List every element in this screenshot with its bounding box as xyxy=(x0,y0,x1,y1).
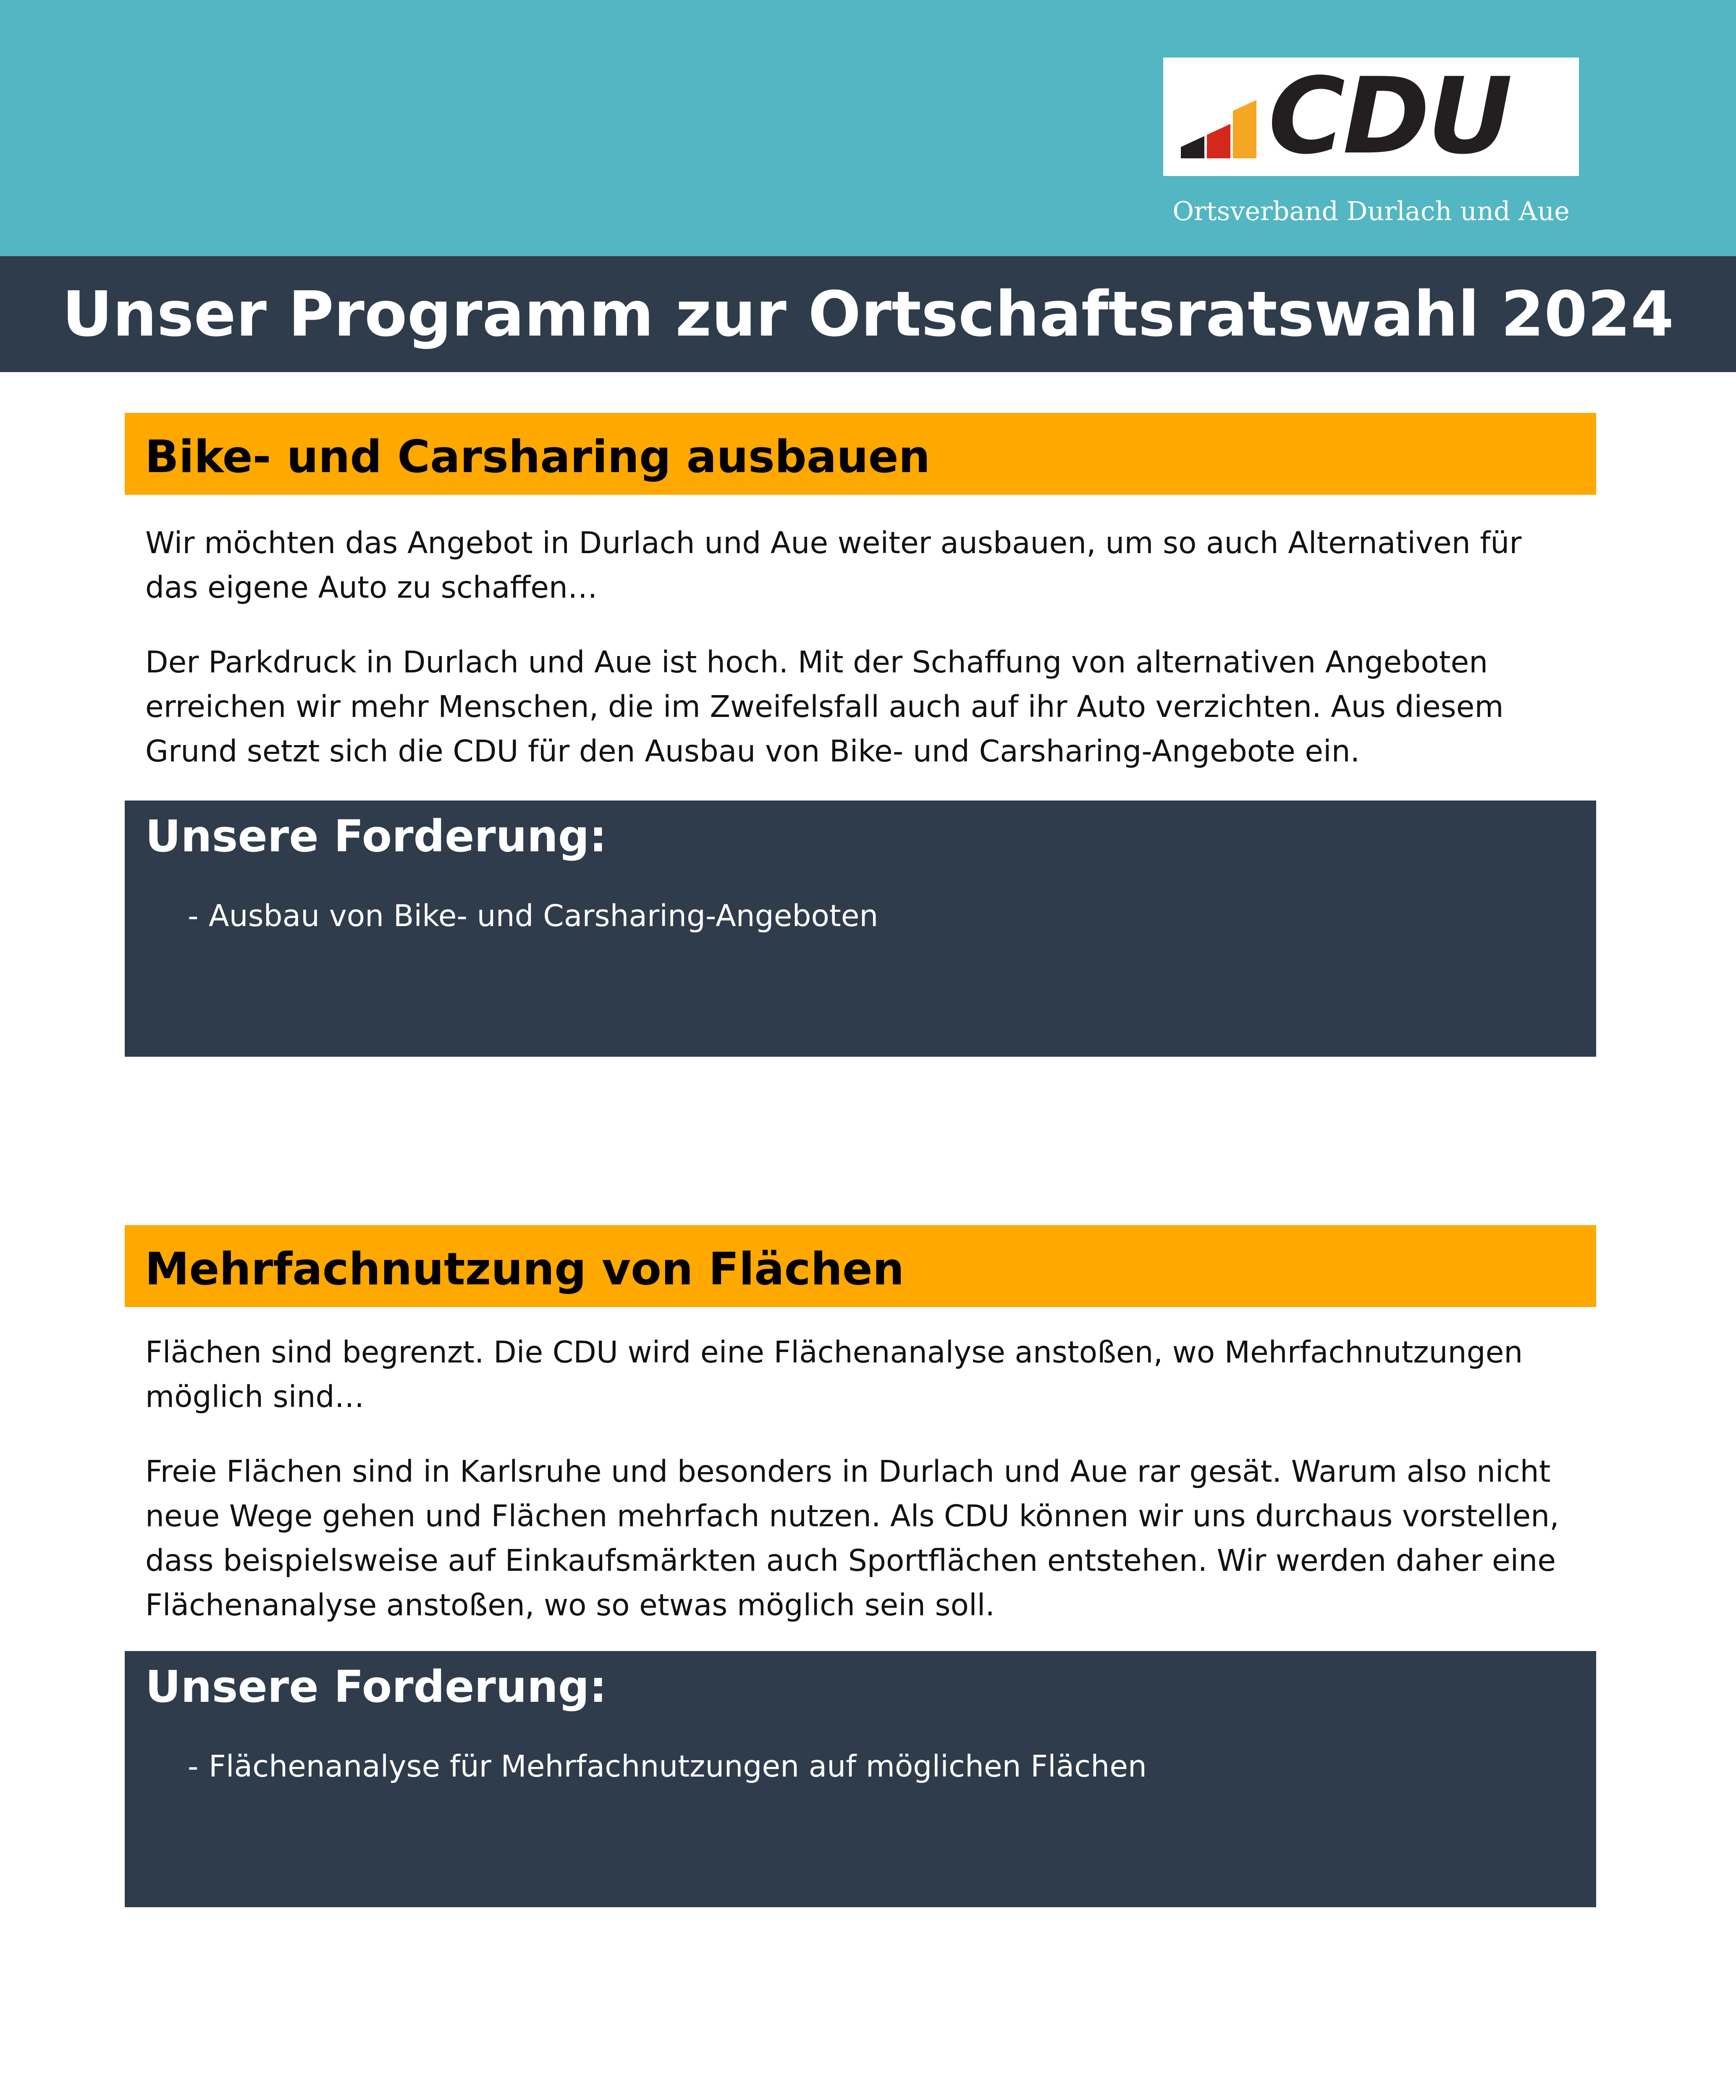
list-dash: - xyxy=(188,898,199,933)
demand-heading: Unsere Forderung: xyxy=(145,811,607,862)
demand-list-item xyxy=(188,894,878,938)
demand-box-carsharing xyxy=(125,801,1596,1057)
cdu-logo-text: CDU xyxy=(1268,55,1510,177)
section-intro-flaechen: Flächen sind begrenzt. Die CDU wird eine Flächenanalyse anstoßen, wo Mehrfachnutzungen möglich sind… xyxy=(145,1335,1523,1414)
demand-item-text: Flächenanalyse für Mehrfachnutzungen auf möglichen Flächen xyxy=(209,1749,1147,1784)
demand-box-flaechen xyxy=(125,1651,1596,1907)
ortsverband-subtitle: Ortsverband Durlach und Aue xyxy=(1172,196,1570,226)
section-body-flaechen: Freie Flächen sind in Karlsruhe und besonders in Durlach und Aue rar gesät. Warum also nicht neue Wege gehen und Flächen mehrfach nutzen. Als CDU können wir uns durchaus vorstellen, dass beispielsweise auf Einkaufsmärkten auch Sportflächen entstehen. Wir werden daher eine Flächenanalyse anstoßen, wo so etwas möglich sein soll. xyxy=(145,1454,1559,1622)
header-band xyxy=(0,0,1736,256)
page-title: Unser Programm zur Ortschaftsratswahl 2024 xyxy=(62,278,1674,350)
demand-list-item xyxy=(188,1744,1147,1789)
demand-item-text: Ausbau von Bike- und Carsharing-Angeboten xyxy=(209,898,878,933)
list-dash: - xyxy=(188,1749,199,1784)
section-heading-carsharing: Bike- und Carsharing ausbauen xyxy=(125,413,1596,495)
section-heading-flaechen: Mehrfachnutzung von Flächen xyxy=(125,1225,1596,1307)
demand-heading: Unsere Forderung: xyxy=(145,1661,607,1712)
title-band xyxy=(0,256,1736,372)
section-intro-carsharing: Wir möchten das Angebot in Durlach und Aue weiter ausbauen, um so auch Alternativen für das eigene Auto zu schaffen… xyxy=(145,525,1522,605)
section-body-carsharing: Der Parkdruck in Durlach und Aue ist hoch. Mit der Schaffung von alternativen Angeboten erreichen wir mehr Menschen, die im Zweifelsfall auch auf ihr Auto verzichten. Aus diesem Grund setzt sich die CDU für den Ausbau von Bike- und Carsharing-Angebote ein. xyxy=(145,645,1504,769)
cdu-logo xyxy=(1163,55,1579,177)
